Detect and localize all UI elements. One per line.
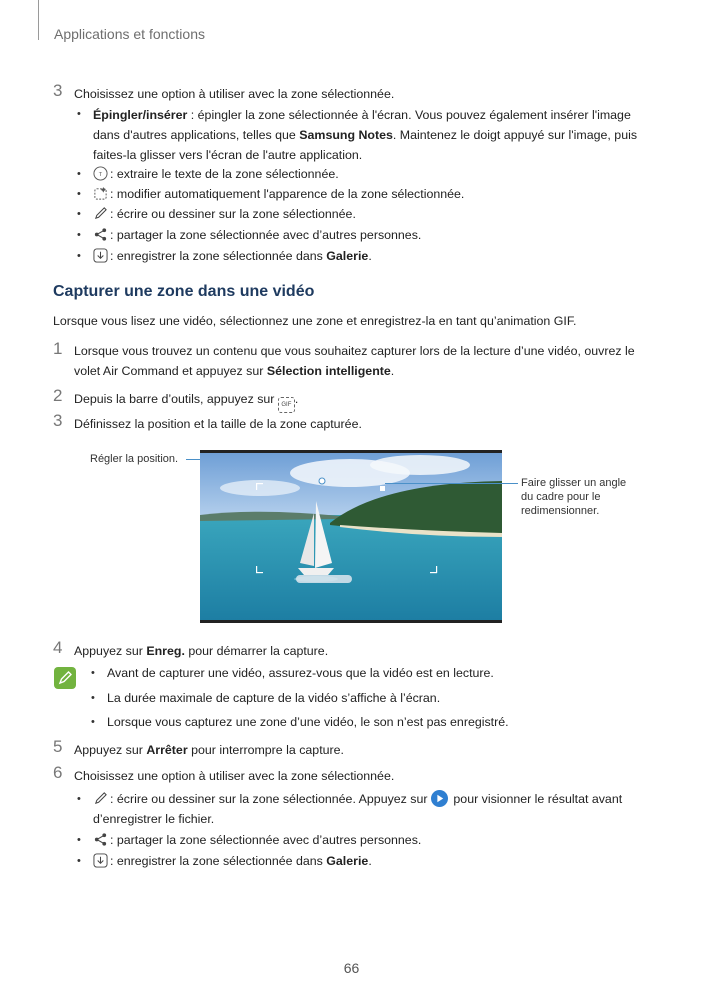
option-draw <box>93 204 356 224</box>
record-label: Enreg. <box>146 644 185 658</box>
option-text: : enregistrer la zone sélectionnée dans <box>110 854 327 868</box>
step-text-line: Lorsque vous trouvez un contenu que vous souhaitez capturer lors de la lecture d’une vidéo, ouvrez le <box>74 344 635 358</box>
bullet: • <box>77 855 81 867</box>
pin-label: Épingler/insérer <box>93 108 188 122</box>
pen-icon <box>93 791 108 806</box>
option-save <box>93 246 372 266</box>
pin-text: faites-la glisser vers l'écran de l'autre application. <box>93 148 363 162</box>
share-icon <box>93 832 108 847</box>
option-text: : modifier automatiquement l'apparence de la zone sélectionnée. <box>110 187 465 201</box>
option-save <box>93 851 372 871</box>
smart-select-label: Sélection intelligente <box>266 364 391 378</box>
section-title: Capturer une zone dans une vidéo <box>53 283 315 300</box>
option-share <box>93 830 421 850</box>
pin-text: : épingler la zone sélectionnée à l'écran. Vous pouvez également insérer l'image <box>187 108 631 122</box>
pen-icon <box>93 206 108 221</box>
note-item: La durée maximale de capture de la vidéo s’affiche à l’écran. <box>107 691 441 705</box>
step-text-line: pour interrompre la capture. <box>187 743 344 757</box>
step-text-line: pour démarrer la capture. <box>184 644 329 658</box>
bullet: • <box>77 168 81 180</box>
callout-position: Régler la position. <box>90 453 179 465</box>
option-text: d’enregistrer le fichier. <box>93 812 215 826</box>
step-text <box>74 341 644 381</box>
step-text-line: . <box>294 392 299 406</box>
bullet: • <box>91 716 95 728</box>
stop-label: Arrêter <box>146 743 188 757</box>
step-text <box>74 641 328 661</box>
page-number: 66 <box>343 960 360 976</box>
option-text: : partager la zone sélectionnée avec d’autres personnes. <box>110 833 422 847</box>
step-number: 3 <box>53 411 63 430</box>
callout-resize-line: Faire glisser un angle <box>521 477 627 489</box>
note-item: Lorsque vous capturez une zone d’une vidéo, le son n’est pas enregistré. <box>107 715 509 729</box>
step-text-line: . <box>390 364 395 378</box>
step-text: Choisissez une option à utiliser avec la zone sélectionnée. <box>74 87 395 101</box>
callout-line <box>385 483 518 484</box>
option-text: . <box>368 249 372 263</box>
option-text: : partager la zone sélectionnée avec d’autres personnes. <box>110 228 422 242</box>
option-draw <box>93 789 643 829</box>
gallery-label: Galerie <box>326 249 369 263</box>
extract-text-icon <box>93 166 108 181</box>
samsung-notes-label: Samsung Notes <box>299 128 393 142</box>
auto-adjust-icon <box>93 186 108 201</box>
step-text-line: Depuis la barre d’outils, appuyez sur <box>74 392 278 406</box>
option-share <box>93 225 421 245</box>
pin-text: . Maintenez le doigt appuyé sur l'image, puis <box>392 128 638 142</box>
option-text: : enregistrer la zone sélectionnée dans <box>110 249 327 263</box>
bullet: • <box>77 208 81 220</box>
pin-option <box>93 105 643 165</box>
step-number: 4 <box>53 638 63 657</box>
bullet: • <box>77 108 81 120</box>
option-text: : écrire ou dessiner sur la zone sélectionnée. <box>110 207 356 221</box>
download-icon <box>93 853 108 868</box>
option-text: : extraire le texte de la zone sélectionnée. <box>110 167 339 181</box>
bullet: • <box>77 793 81 805</box>
margin-rule <box>38 0 39 40</box>
svg-text:T: T <box>98 171 103 178</box>
pin-text: dans d'autres applications, telles que <box>93 128 300 142</box>
step-number: 5 <box>53 737 63 756</box>
option-extract-text <box>93 164 339 184</box>
download-icon <box>93 248 108 263</box>
callout-resize-line: du cadre pour le <box>521 491 601 503</box>
section-intro: Lorsque vous lisez une vidéo, sélectionnez une zone et enregistrez-la en tant qu’animation GIF. <box>53 314 577 328</box>
play-icon <box>431 790 448 807</box>
bullet: • <box>77 229 81 241</box>
page-header: Applications et fonctions <box>54 26 205 42</box>
step-number: 1 <box>53 339 63 358</box>
bullet: • <box>77 250 81 262</box>
callout-resize-line: redimensionner. <box>521 505 600 517</box>
option-text: pour visionner le résultat avant <box>449 792 623 806</box>
option-text: . <box>368 854 372 868</box>
step-text: Définissez la position et la taille de la zone capturée. <box>74 417 362 431</box>
gif-icon: GIF <box>278 397 295 413</box>
note-icon <box>54 667 76 689</box>
bullet: • <box>91 667 95 679</box>
step-text-line: volet Air Command et appuyez sur <box>74 364 267 378</box>
share-icon <box>93 227 108 242</box>
bullet: • <box>77 834 81 846</box>
step-text: Choisissez une option à utiliser avec la zone sélectionnée. <box>74 769 395 783</box>
step-text <box>74 389 298 413</box>
gallery-label: Galerie <box>326 854 369 868</box>
bullet: • <box>91 692 95 704</box>
video-screenshot <box>200 450 502 623</box>
step-text-line: Appuyez sur <box>74 743 147 757</box>
step-text <box>74 740 344 760</box>
callout-resize <box>521 476 626 518</box>
step-number: 2 <box>53 386 63 405</box>
video-scene <box>200 453 502 620</box>
option-auto-adjust <box>93 184 464 204</box>
bullet: • <box>77 188 81 200</box>
option-text: : écrire ou dessiner sur la zone sélectionnée. Appuyez sur <box>110 792 431 806</box>
step-number: 3 <box>53 81 63 100</box>
step-number: 6 <box>53 763 63 782</box>
step-text-line: Appuyez sur <box>74 644 147 658</box>
note-item: Avant de capturer une vidéo, assurez-vous que la vidéo est en lecture. <box>107 666 494 680</box>
